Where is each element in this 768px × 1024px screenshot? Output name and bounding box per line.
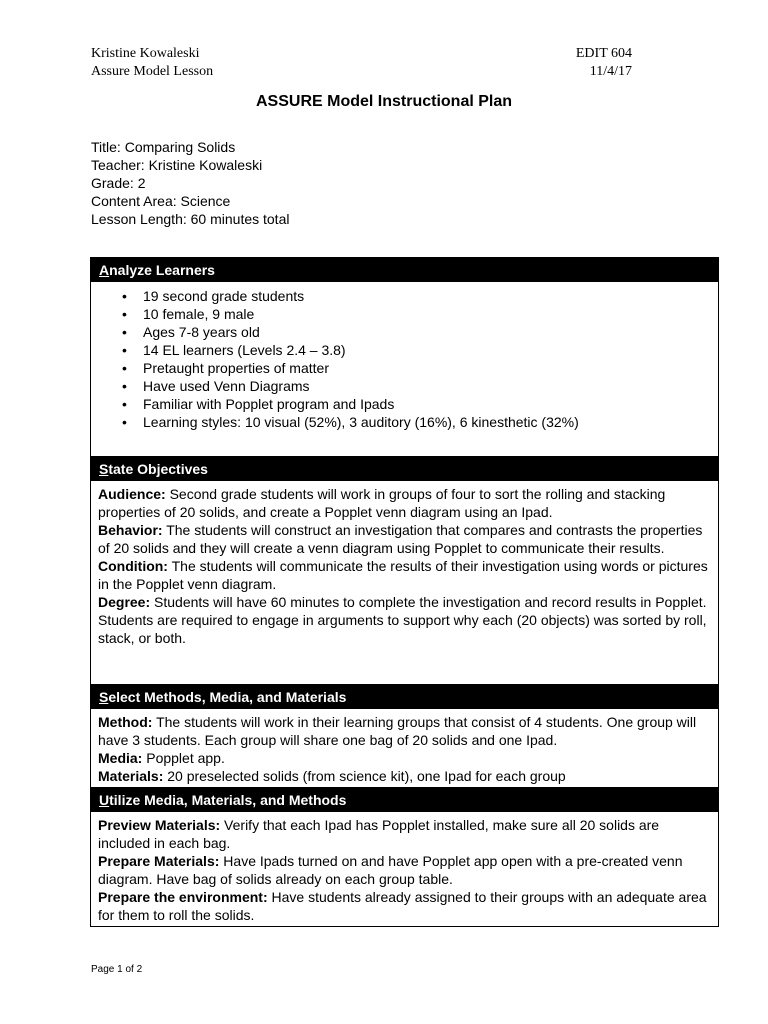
list-item: • 10 female, 9 male <box>143 305 711 323</box>
section-heading: Analyze Learners <box>91 258 718 282</box>
document-date: 11/4/17 <box>589 64 632 79</box>
section-heading: State Objectives <box>91 457 718 481</box>
lesson-teacher: Teacher: Kristine Kowaleski <box>91 157 263 173</box>
objective-paragraph: Behavior: The students will construct an investigation that compares and contrasts the properties of 20 solids and they will create a venn diagram using Popplet to communicate their results. <box>98 522 703 556</box>
section-heading: Utilize Media, Materials, and Methods <box>91 788 718 812</box>
course-code: EDIT 604 <box>575 46 632 61</box>
list-item: • Have used Venn Diagrams <box>143 377 711 395</box>
lesson-title: Title: Comparing Solids <box>91 139 236 155</box>
lesson-length: Lesson Length: 60 minutes total <box>91 211 290 227</box>
utilize-paragraph: Prepare the environment: Have students already assigned to their groups with an adequate area for them to roll the solids. <box>98 889 707 923</box>
list-item: • 19 second grade students <box>143 287 711 305</box>
list-item: • Learning styles: 10 visual (52%), 3 auditory (16%), 6 kinesthetic (32%) <box>143 413 711 431</box>
lesson-content-area: Content Area: Science <box>91 193 231 209</box>
objective-paragraph: Condition: The students will communicate the results of their investigation using words or pictures in the Popplet venn diagram. <box>98 558 708 592</box>
section-heading: Select Methods, Media, and Materials <box>91 685 718 709</box>
section-analyze-learners <box>90 257 719 457</box>
document-header-left <box>91 45 213 81</box>
document-header-right <box>576 45 632 81</box>
author-name: Kristine Kowaleski <box>91 46 200 61</box>
media-paragraph: Media: Popplet app. <box>98 750 225 766</box>
lesson-info <box>91 138 289 228</box>
document-subtitle: Assure Model Lesson <box>91 64 214 79</box>
page-number: Page 1 of 2 <box>91 964 143 975</box>
list-item: • Familiar with Popplet program and Ipads <box>143 395 711 413</box>
section-state-objectives <box>90 457 719 685</box>
utilize-paragraph: Prepare Materials: Have Ipads turned on and have Popplet app open with a pre-created venn diagram. Have bag of solids already on each group table. <box>98 853 683 887</box>
list-item: • 14 EL learners (Levels 2.4 – 3.8) <box>143 341 711 359</box>
learner-list <box>98 287 711 431</box>
objective-paragraph: Audience: Second grade students will work in groups of four to sort the rolling and stacking properties of 20 solids, and create a Popplet venn diagram using an Ipad. <box>98 486 666 520</box>
method-paragraph: Method: The students will work in their learning groups that consist of 4 students. One group will have 3 students. Each group will share one bag of 20 solids and one Ipad. <box>98 714 697 748</box>
section-utilize-media <box>90 788 719 927</box>
list-item: • Ages 7-8 years old <box>143 323 711 341</box>
page-title: ASSURE Model Instructional Plan <box>255 93 513 110</box>
section-select-methods <box>90 685 719 788</box>
lesson-grade: Grade: 2 <box>91 175 146 191</box>
objective-paragraph: Degree: Students will have 60 minutes to complete the investigation and record results in Popplet. Students are required to engage in arguments to support why each (20 objects) was sorted by roll, stack, or both. <box>98 594 707 646</box>
utilize-paragraph: Preview Materials: Verify that each Ipad has Popplet installed, make sure all 20 solids are included in each bag. <box>98 817 660 851</box>
materials-paragraph: Materials: 20 preselected solids (from science kit), one Ipad for each group <box>98 768 566 784</box>
list-item: • Pretaught properties of matter <box>143 359 711 377</box>
